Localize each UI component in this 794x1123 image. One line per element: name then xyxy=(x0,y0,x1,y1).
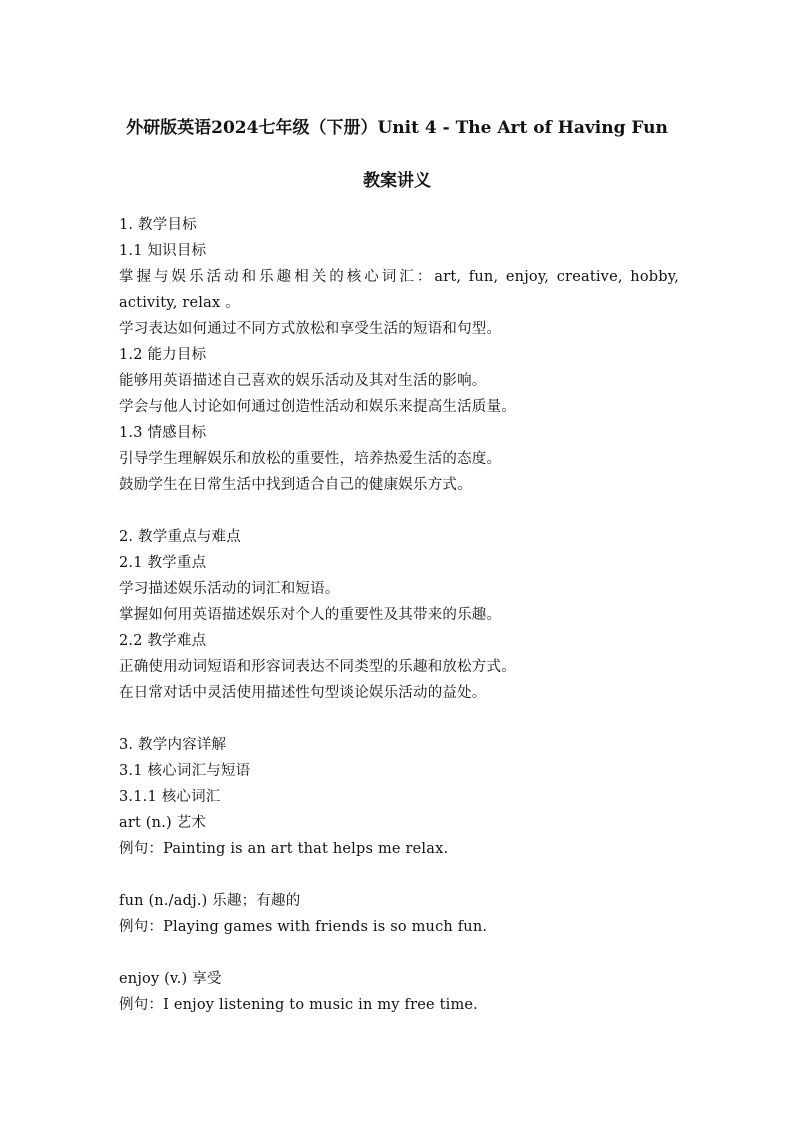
paragraph-line: 学会与他人讨论如何通过创造性活动和娱乐来提高生活质量。 xyxy=(119,399,516,415)
paragraph-line: 正确使用动词短语和形容词表达不同类型的乐趣和放松方式。 xyxy=(119,659,516,675)
example-sentence: 例句：Playing games with friends is so much fun. xyxy=(119,919,488,935)
paragraph-line: 掌握如何用英语描述娱乐对个人的重要性及其带来的乐趣。 xyxy=(119,607,502,623)
document-title: 外研版英语2024七年级（下册）Unit 4 - The Art of Having Fun xyxy=(126,118,668,138)
example-sentence: 例句：I enjoy listening to music in my free time. xyxy=(119,997,478,1013)
paragraph-line: 掌握与娱乐活动和乐趣相关的核心词汇：art, fun, enjoy, creative, hobby, activity, relax 。 xyxy=(119,269,679,311)
blank-line xyxy=(119,498,679,524)
blank-line xyxy=(119,706,679,732)
vocab-entry: fun (n./adj.) 乐趣；有趣的 xyxy=(119,893,301,909)
section-heading-2: 2. 教学重点与难点 xyxy=(119,529,241,545)
paragraph-line: 学习描述娱乐活动的词汇和短语。 xyxy=(119,581,340,597)
section-heading-3: 3. 教学内容详解 xyxy=(119,737,227,753)
paragraph-line: 在日常对话中灵活使用描述性句型谈论娱乐活动的益处。 xyxy=(119,685,487,701)
document-body xyxy=(119,212,679,1018)
subsection-heading-3-1-1: 3.1.1 核心词汇 xyxy=(119,789,221,805)
section-heading-1: 1. 教学目标 xyxy=(119,217,197,233)
paragraph-line: 能够用英语描述自己喜欢的娱乐活动及其对生活的影响。 xyxy=(119,373,487,389)
subsection-heading-1-2: 1.2 能力目标 xyxy=(119,347,207,363)
subsection-heading-1-1: 1.1 知识目标 xyxy=(119,243,207,259)
subsection-heading-2-1: 2.1 教学重点 xyxy=(119,555,207,571)
blank-line xyxy=(119,940,679,966)
example-sentence: 例句：Painting is an art that helps me relax. xyxy=(119,841,449,857)
paragraph-line: 引导学生理解娱乐和放松的重要性，培养热爱生活的态度。 xyxy=(119,451,502,467)
paragraph-line: 学习表达如何通过不同方式放松和享受生活的短语和句型。 xyxy=(119,321,502,337)
subsection-heading-1-3: 1.3 情感目标 xyxy=(119,425,207,441)
vocab-entry: enjoy (v.) 享受 xyxy=(119,971,222,987)
document-subtitle: 教案讲义 xyxy=(363,171,431,191)
blank-line xyxy=(119,862,679,888)
paragraph-line: 鼓励学生在日常生活中找到适合自己的健康娱乐方式。 xyxy=(119,477,472,493)
subsection-heading-3-1: 3.1 核心词汇与短语 xyxy=(119,763,251,779)
subsection-heading-2-2: 2.2 教学难点 xyxy=(119,633,207,649)
vocab-entry: art (n.) 艺术 xyxy=(119,815,207,831)
